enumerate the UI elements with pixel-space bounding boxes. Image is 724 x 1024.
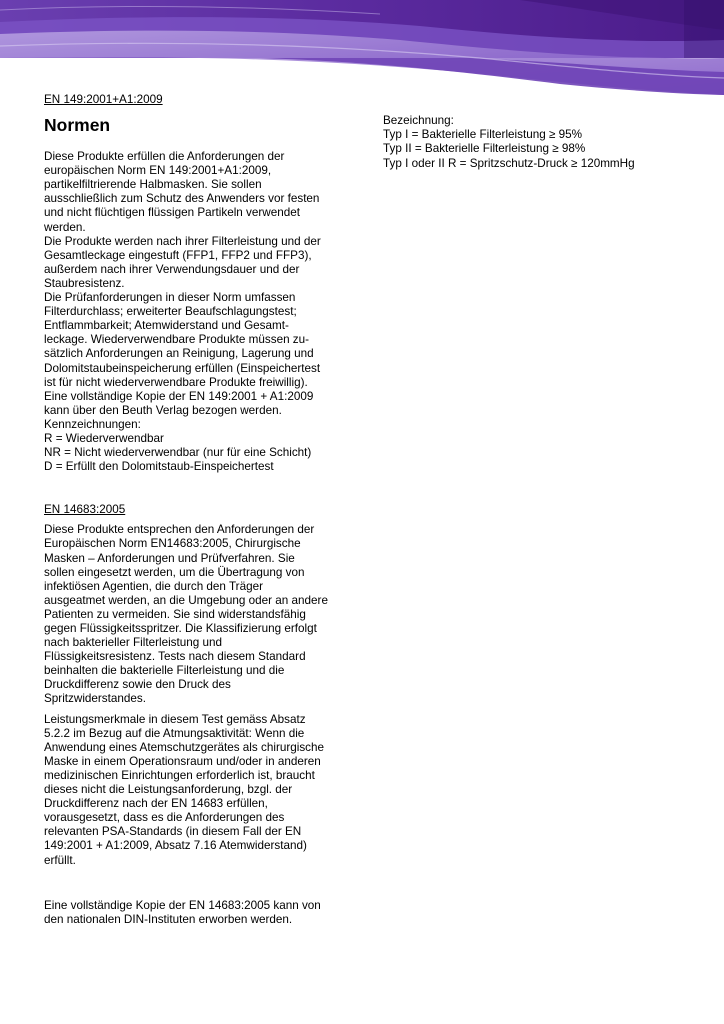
spacer xyxy=(44,474,344,503)
text-line: Staubresistenz. xyxy=(44,276,125,290)
designation-type-r: Typ I oder II R = Spritzschutz-Druck ≥ 120mmHg xyxy=(383,156,635,170)
text-line: ausgeatmet werden, an die Umgebung oder an andere xyxy=(44,593,328,607)
text-line: Gesamtleckage eingestuft (FFP1, FFP2 und FFP3), xyxy=(44,248,312,262)
main-column xyxy=(44,93,344,927)
text-line: Diese Produkte erfüllen die Anforderungen der xyxy=(44,150,285,164)
text-line: vorausgesetzt, dass es die Anforderungen des xyxy=(44,811,285,825)
section-ref-en149: EN 149:2001+A1:2009 xyxy=(44,93,163,106)
text-line: und nicht flüchtigen flüssigen Partikeln verwendet xyxy=(44,206,300,220)
text-line: D = Erfüllt den Dolomitstaub-Einspeichertest xyxy=(44,460,274,474)
text-line: den nationalen DIN-Instituten erworben werden. xyxy=(44,912,293,926)
text-line: kann über den Beuth Verlag bezogen werden. xyxy=(44,403,282,417)
paragraph-en14683-intro xyxy=(44,523,344,706)
text-line: erfüllt. xyxy=(44,853,76,867)
text-line: Leistungsmerkmale in diesem Test gemäss Absatz xyxy=(44,712,306,726)
designation-type-i: Typ I = Bakterielle Filterleistung ≥ 95% xyxy=(383,128,583,142)
text-line: Patienten zu vermeiden. Sie sind widerstandsfähig xyxy=(44,607,306,621)
text-line: Dolomitstaubeinspeicherung erfüllen (Einspeichertest xyxy=(44,361,321,375)
text-line: Maske in einem Operationsraum und/oder in anderen xyxy=(44,754,321,768)
paragraph-en14683-copy xyxy=(44,899,344,927)
text-line: Eine vollständige Kopie der EN 14683:2005 kann von xyxy=(44,898,321,912)
text-line: europäischen Norm EN 149:2001+A1:2009, xyxy=(44,164,272,178)
text-line: Kennzeichnungen: xyxy=(44,417,141,431)
text-line: leckage. Wiederverwendbare Produkte müssen zu- xyxy=(44,333,310,347)
text-line: R = Wiederverwendbar xyxy=(44,431,164,445)
text-line: beinhalten die bakterielle Filterleistung und die xyxy=(44,664,285,678)
text-line: 149:2001 + A1:2009, Absatz 7.16 Atemwiderstand) xyxy=(44,839,307,853)
text-line: ist für nicht wiederverwendbare Produkte freiwillig). xyxy=(44,375,308,389)
text-line: partikelfiltrierende Halbmasken. Sie sollen xyxy=(44,178,262,192)
text-line: Druckdifferenz nach der EN 14683 erfüllen, xyxy=(44,797,268,811)
text-line: gegen Flüssigkeitsspritzer. Die Klassifizierung erfolgt xyxy=(44,622,317,635)
text-line: 5.2.2 im Bezug auf die Atmungsaktivität: Wenn die xyxy=(44,726,305,740)
text-line: außerdem nach ihrer Verwendungsdauer und der xyxy=(44,262,300,276)
text-line: sollen eingesetzt werden, um die Übertragung von xyxy=(44,565,305,579)
page-title: Normen xyxy=(44,115,111,136)
designation-type-ii: Typ II = Bakterielle Filterleistung ≥ 98% xyxy=(383,142,586,156)
text-line: Europäischen Norm EN14683:2005, Chirurgische xyxy=(44,537,301,551)
section-ref-en14683: EN 14683:2005 xyxy=(44,503,126,517)
paragraph-en14683-performance xyxy=(44,713,344,868)
text-line: medizinischen Einrichtungen erforderlich ist, braucht xyxy=(44,768,315,782)
text-line: ausschließlich zum Schutz des Anwenders vor festen xyxy=(44,192,320,206)
spacer xyxy=(44,868,344,899)
text-line: Anwendung eines Atemschutzgerätes als chirurgische xyxy=(44,740,325,754)
text-line: dieses nicht die Leistungsanforderung, bzgl. der xyxy=(44,783,293,797)
designation-column xyxy=(383,114,703,171)
header-banner xyxy=(0,0,724,95)
text-line: NR = Nicht wiederverwendbar (nur für eine Schicht) xyxy=(44,446,312,460)
text-line: sätzlich Anforderungen an Reinigung, Lagerung und xyxy=(44,347,314,361)
designation-heading: Bezeichnung: xyxy=(383,114,454,127)
text-line: Diese Produkte entsprechen den Anforderungen der xyxy=(44,523,315,537)
text-line: Flüssigkeitsresistenz. Tests nach diesem Standard xyxy=(44,650,306,664)
text-line: Filterdurchlass; erweiterter Beaufschlagungstest; xyxy=(44,305,297,319)
text-line: Entflammbarkeit; Atemwiderstand und Gesamt- xyxy=(44,319,289,333)
paragraph-en149 xyxy=(44,150,344,474)
text-line: nach bakterieller Filterleistung und xyxy=(44,636,223,650)
text-line: Die Produkte werden nach ihrer Filterleistung und der xyxy=(44,234,321,248)
text-line: Eine vollständige Kopie der EN 149:2001 + A1:2009 xyxy=(44,389,314,403)
text-line: infektiösen Agentien, die durch den Träger xyxy=(44,579,263,593)
text-line: relevanten PSA-Standards (in diesem Fall der EN xyxy=(44,825,302,839)
text-line: Die Prüfanforderungen in dieser Norm umfassen xyxy=(44,291,296,305)
text-line: Masken – Anforderungen und Prüfverfahren. Sie xyxy=(44,551,295,565)
text-line: Druckdifferenz sowie den Druck des xyxy=(44,678,231,692)
text-line: Spritzwiderstandes. xyxy=(44,692,146,706)
text-line: werden. xyxy=(44,220,86,234)
